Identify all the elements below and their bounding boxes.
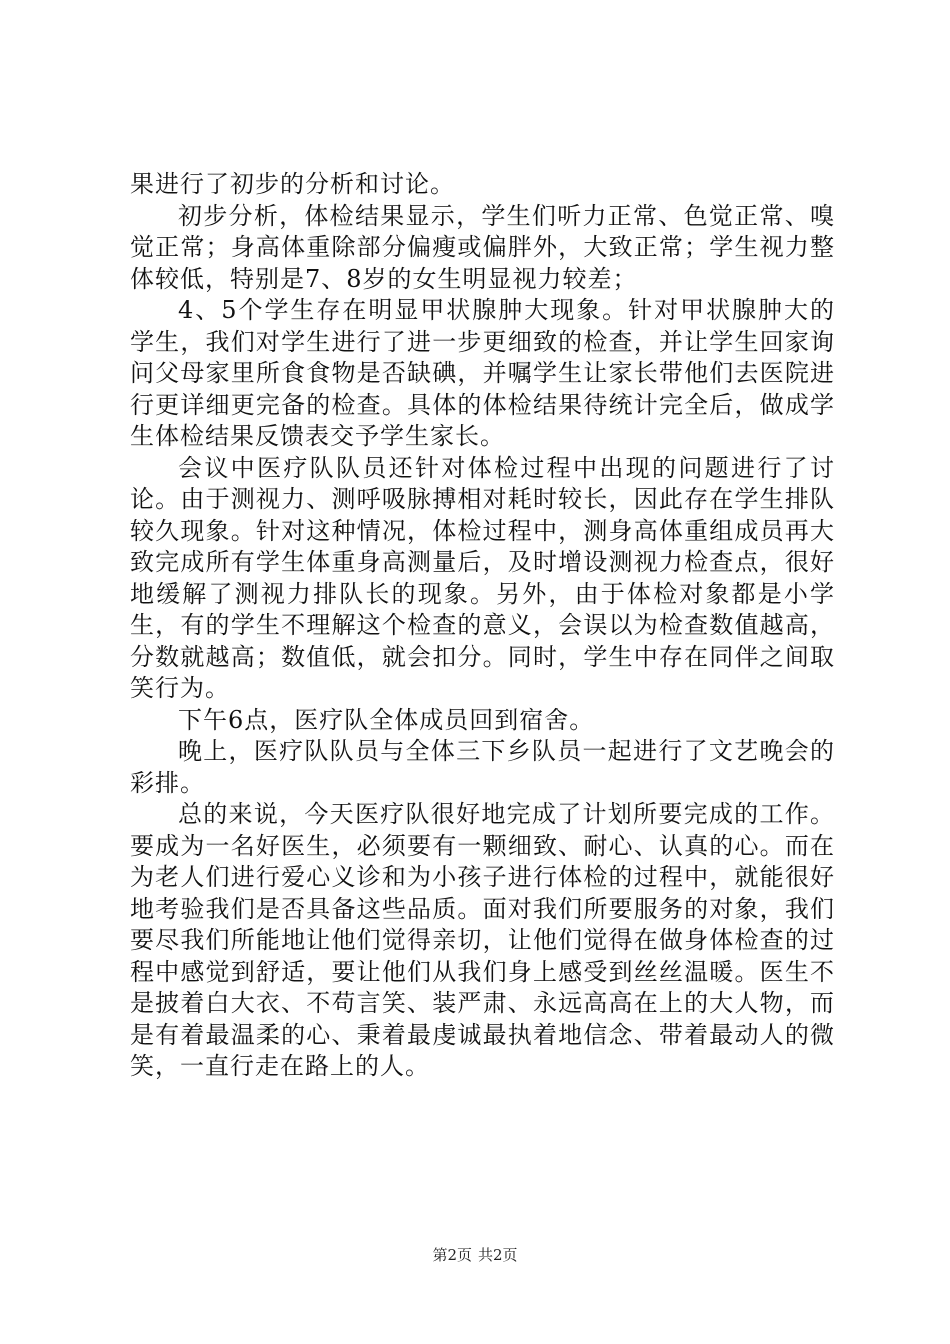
- paragraph-4: 会议中医疗队队员还针对体检过程中出现的问题进行了讨论。由于测视力、测呼吸脉搏相对耗时较长，因此存在学生排队较久现象。针对这种情况，体检过程中，测身高体重组成员再大致完成所有学生体重身高测量后，及时增设测视力检查点，很好地缓解了测视力排队长的现象。另外，由于体检对象都是小学生，有的学生不理解这个检查的意义，会误以为检查数值越高，分数就越高；数值低，就会扣分。同时，学生中存在同伴之间取笑行为。: [130, 453, 835, 702]
- page-footer: [0, 1244, 950, 1265]
- paragraph-2: 初步分析，体检结果显示，学生们听力正常、色觉正常、嗅觉正常；身高体重除部分偏瘦或偏胖外，大致正常；学生视力整体较低，特别是7、8岁的女生明显视力较差；: [130, 201, 835, 293]
- paragraph-1: 果进行了初步的分析和讨论。: [130, 170, 455, 198]
- paragraph-5: 下午6点，医疗队全体成员回到宿舍。: [178, 705, 595, 734]
- page-total: 共2页: [478, 1246, 518, 1264]
- document-body: [130, 169, 835, 1083]
- paragraph-7: 总的来说，今天医疗队很好地完成了计划所要完成的工作。要成为一名好医生，必须要有一颗细致、耐心、认真的心。而在为老人们进行爱心义诊和为小孩子进行体检的过程中，就能很好地考验我们是否具备这些品质。面对我们所要服务的对象，我们要尽我们所能地让他们觉得亲切，让他们觉得在做身体检查的过程中感觉到舒适，要让他们从我们身上感受到丝丝温暖。医生不是披着白大衣、不苟言笑、装严肃、永远高高在上的大人物，而是有着最温柔的心、秉着最虔诚最执着地信念、带着最动人的微笑，一直行走在路上的人。: [130, 800, 835, 1080]
- page-number: 第2页: [432, 1246, 472, 1264]
- paragraph-3: 4、5个学生存在明显甲状腺肿大现象。针对甲状腺肿大的学生，我们对学生进行了进一步更细致的检查，并让学生回家询问父母家里所食食物是否缺碘，并嘱学生让家长带他们去医院进行更详细更完备的检查。具体的体检结果待统计完全后，做成学生体检结果反馈表交予学生家长。: [130, 296, 835, 450]
- paragraph-6: 晚上，医疗队队员与全体三下乡队员一起进行了文艺晚会的彩排。: [130, 737, 835, 797]
